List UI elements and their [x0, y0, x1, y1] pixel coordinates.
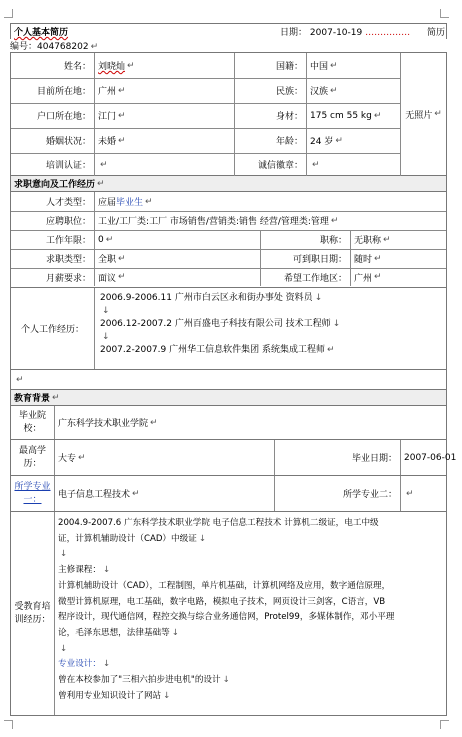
work-experience: 个人工作经历： 2006.9-2006.11 广州市白云区永和街办事处 资料员 ↓ ↓ 2006.12-2007.2 广州百盛电子科技有限公司 技术工程师 ↓ ↓ 2007.2-2007.9 广州华工信息软件集团 系统集成工程师 ↵: [10, 288, 447, 370]
training-line: 微型计算机原理，电工基础，数字电路，模拟电子技术，网页设计三剑客，C语言，VB: [58, 596, 386, 607]
training-line: ↓: [60, 643, 68, 654]
row-degree: 最高学历： 大专 ↵ 毕业日期： 2007-06-01: [10, 440, 447, 476]
row-name: 姓名： 刘晓灿 ↵ 国籍： 中国 ↵: [11, 53, 400, 79]
training-line: 曾利用专业知识设计了网站 ↓: [58, 690, 171, 701]
crop-mark-top-right: [440, 9, 449, 18]
training-list: [55, 512, 446, 715]
experience-item: ↓: [102, 306, 110, 316]
spacer-row: ↵: [10, 370, 447, 390]
training-line: 程序设计，现代通信网，程控交换与综合业务通信网，Protel99，多媒体制作，邓小平理: [58, 612, 395, 623]
date-value: 2007-10-19: [309, 28, 363, 38]
job-info-table: [10, 192, 447, 288]
training-line: 计算机辅助设计（CAD），工程制图，单片机基础，计算机网络及应用，数字通信原理，: [58, 580, 391, 591]
resume-id: 404768202: [37, 42, 89, 52]
row-marital: 婚姻状况： 未婚 ↵ 年龄： 24 岁 ↵: [11, 128, 400, 154]
row-major: 所学专业一： 电子信息工程技术 ↵ 所学专业二： ↵: [10, 476, 447, 512]
row-cert: 培训认证： ↵ 诚信徽章： ↵: [11, 153, 400, 176]
crop-mark-bottom-left: [4, 720, 13, 729]
training-line: 证，计算机辅助设计（CAD）中级证 ↓: [58, 533, 207, 544]
photo-placeholder: 无照片 ↵: [405, 109, 442, 121]
training-line: 2004.9-2007.6 广东科学技术职业学院 电子信息工程技术 计算机二级证，电工中级: [58, 518, 379, 528]
experience-list: [95, 288, 446, 369]
training-line: 曾在本校参加了"三相六拍步进电机"的设计 ↓: [58, 675, 230, 686]
training-line: 主修课程： ↓: [58, 565, 111, 576]
row-jobtype: 求职类型： 全职 ↵ 可到职日期： 随时 ↵: [11, 249, 446, 269]
training-line: 专业设计： ↓: [58, 659, 111, 670]
row-years: 工作年限： 0 ↵ 职称： 无职称 ↵: [11, 230, 446, 250]
experience-item: ↓: [102, 332, 110, 342]
training-line: 论，毛泽东思想，法律基础等 ↓: [58, 627, 179, 638]
row-school: 毕业院校： 广东科学技术职业学院 ↵: [10, 406, 447, 440]
header-row: [10, 23, 447, 39]
id-row: 编号：404768202 ↵: [10, 42, 99, 52]
crop-mark-top-left: [4, 9, 13, 18]
training-history: 受教育培训经历： 2004.9-2007.6 广东科学技术职业学院 电子信息工程技术 计算机二级证，电工中级 证，计算机辅助设计（CAD）中级证 ↓ ↓ 主修课程： ↓ 计算机辅助设计（CAD），工程制图，单片机基础，计算机网络及应用，数字通信原理， 微型计算机原理，电工基础，数字电路，模拟电子技术，网页设计三剑客，C语言，VB 程序设计，现代通信网，程控交换与综合业务通信网，Protel99，多媒体制作，邓小平理 论，毛泽东思想，法律基础等 ↓ ↓ 专业设计： ↓ 曾在本校参加了"三相六拍步进电机"的设计 ↓ 曾利用专业知识设计了网站 ↓: [10, 512, 447, 716]
row-hukou: 户口所在地： 江门 ↵ 身材： 175 cm 55 kg ↵: [11, 103, 400, 129]
experience-item: 2007.2-2007.9 广州华工信息软件集团 系统集成工程师 ↵: [100, 345, 335, 355]
basic-info-table: [10, 52, 447, 176]
date-block: 日期： 2007-10-19 …………… 简历: [280, 28, 445, 38]
row-salary: 月薪要求： 面议 ↵ 希望工作地区： 广州 ↵: [11, 268, 446, 286]
row-talent: 人才类型： 应届 毕业生 ↵: [11, 192, 446, 212]
edu-section-header: 教育背景 ↵: [10, 390, 447, 406]
row-position: 应聘职位： 工业/工厂类:工厂 市场销售/营销类:销售 经营/管理类:管理 ↵: [11, 211, 446, 231]
experience-item: 2006.12-2007.2 广州百盛电子科技有限公司 技术工程师 ↓: [100, 319, 341, 329]
experience-item: 2006.9-2006.11 广州市白云区永和街办事处 资料员 ↓: [100, 293, 323, 303]
training-line: ↓: [60, 549, 68, 560]
resume-title: 个人基本简历: [14, 28, 69, 38]
row-location: 目前所在地： 广州 ↵ 民族： 汉族 ↵: [11, 78, 400, 104]
crop-mark-bottom-right: [440, 720, 449, 729]
job-section-header: 求职意向及工作经历 ↵: [10, 176, 447, 192]
